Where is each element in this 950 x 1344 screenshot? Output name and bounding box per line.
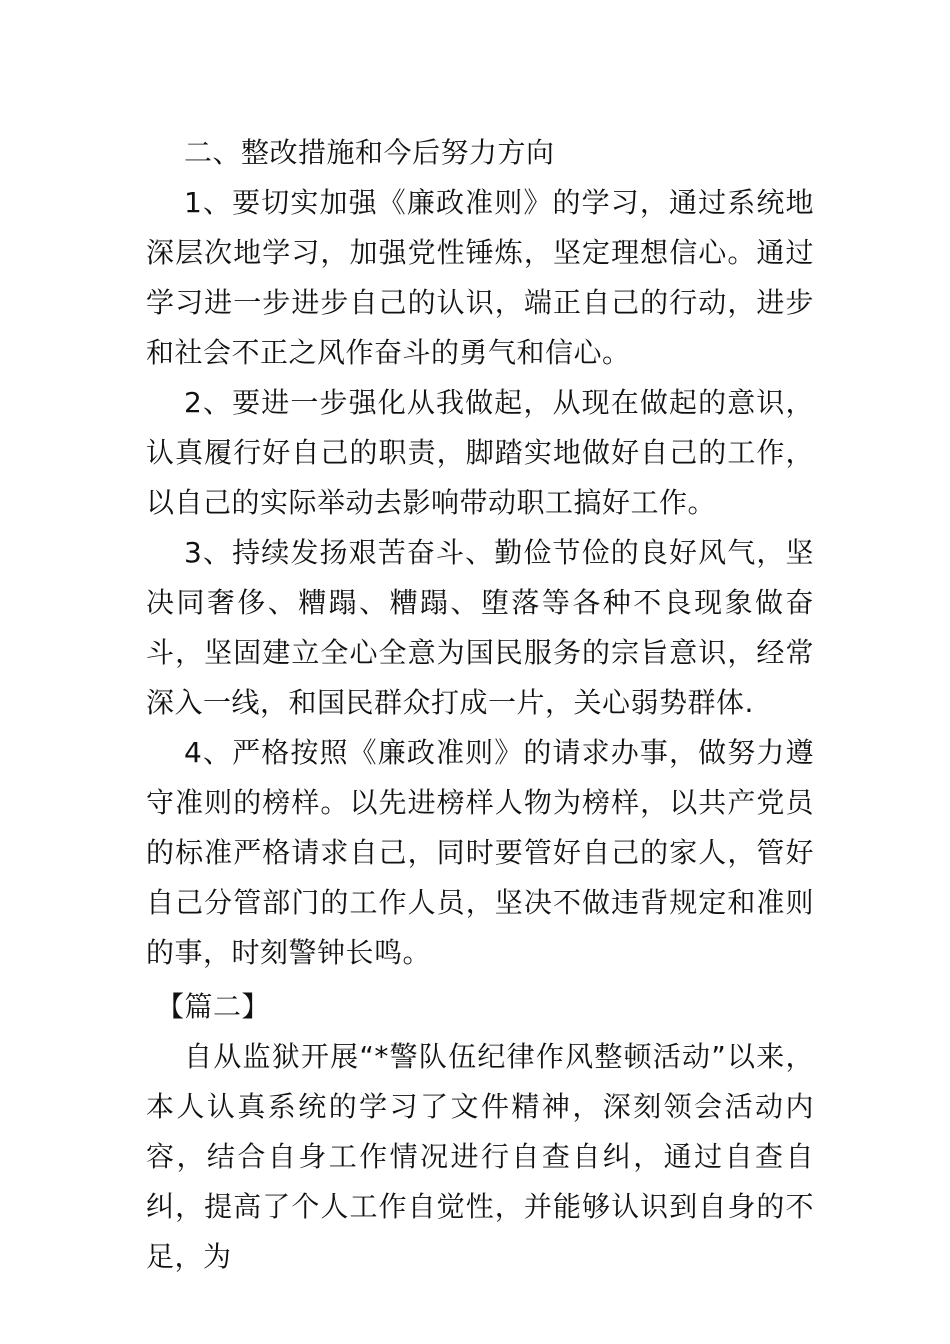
- part-two-marker: 【篇二】: [156, 990, 271, 1023]
- closing-paragraph: 自从监狱开展“*警队伍纪律作风整顿活动”以来，本人认真系统的学习了文件精神，深刻领会活动内容，结合自身工作情况进行自查自纠，通过自查自纠，提高了个人工作自觉性，并能够认识到自身的不足，为: [146, 1040, 814, 1273]
- measure-item-3: 3、持续发扬艰苦奋斗、勤俭节俭的良好风气，坚决同奢侈、糟蹋、糟蹋、堕落等各种不良现象做奋斗，坚固建立全心全意为国民服务的宗旨意识，经常深入一线，和国民群众打成一片，关心弱势群体.: [146, 536, 814, 719]
- measure-item-1: 1、要切实加强《廉政准则》的学习，通过系统地深层次地学习，加强党性锤炼，坚定理想信心。通过学习进一步进步自己的认识，端正自己的行动，进步和社会不正之风作奋斗的勇气和信心。: [146, 186, 814, 369]
- measure-item-2: 2、要进一步强化从我做起，从现在做起的意识，认真履行好自己的职责，脚踏实地做好自己的工作，以自己的实际举动去影响带动职工搞好工作。: [146, 386, 814, 519]
- measure-item-4: 4、严格按照《廉政准则》的请求办事，做努力遵守准则的榜样。以先进榜样人物为榜样，以共产党员的标准严格请求自己，同时要管好自己的家人，管好自己分管部门的工作人员，坚决不做违背规定和准则的事，时刻警钟长鸣。: [146, 736, 814, 969]
- document-body: [146, 128, 814, 1282]
- section-heading: 二、整改措施和今后努力方向: [184, 136, 555, 169]
